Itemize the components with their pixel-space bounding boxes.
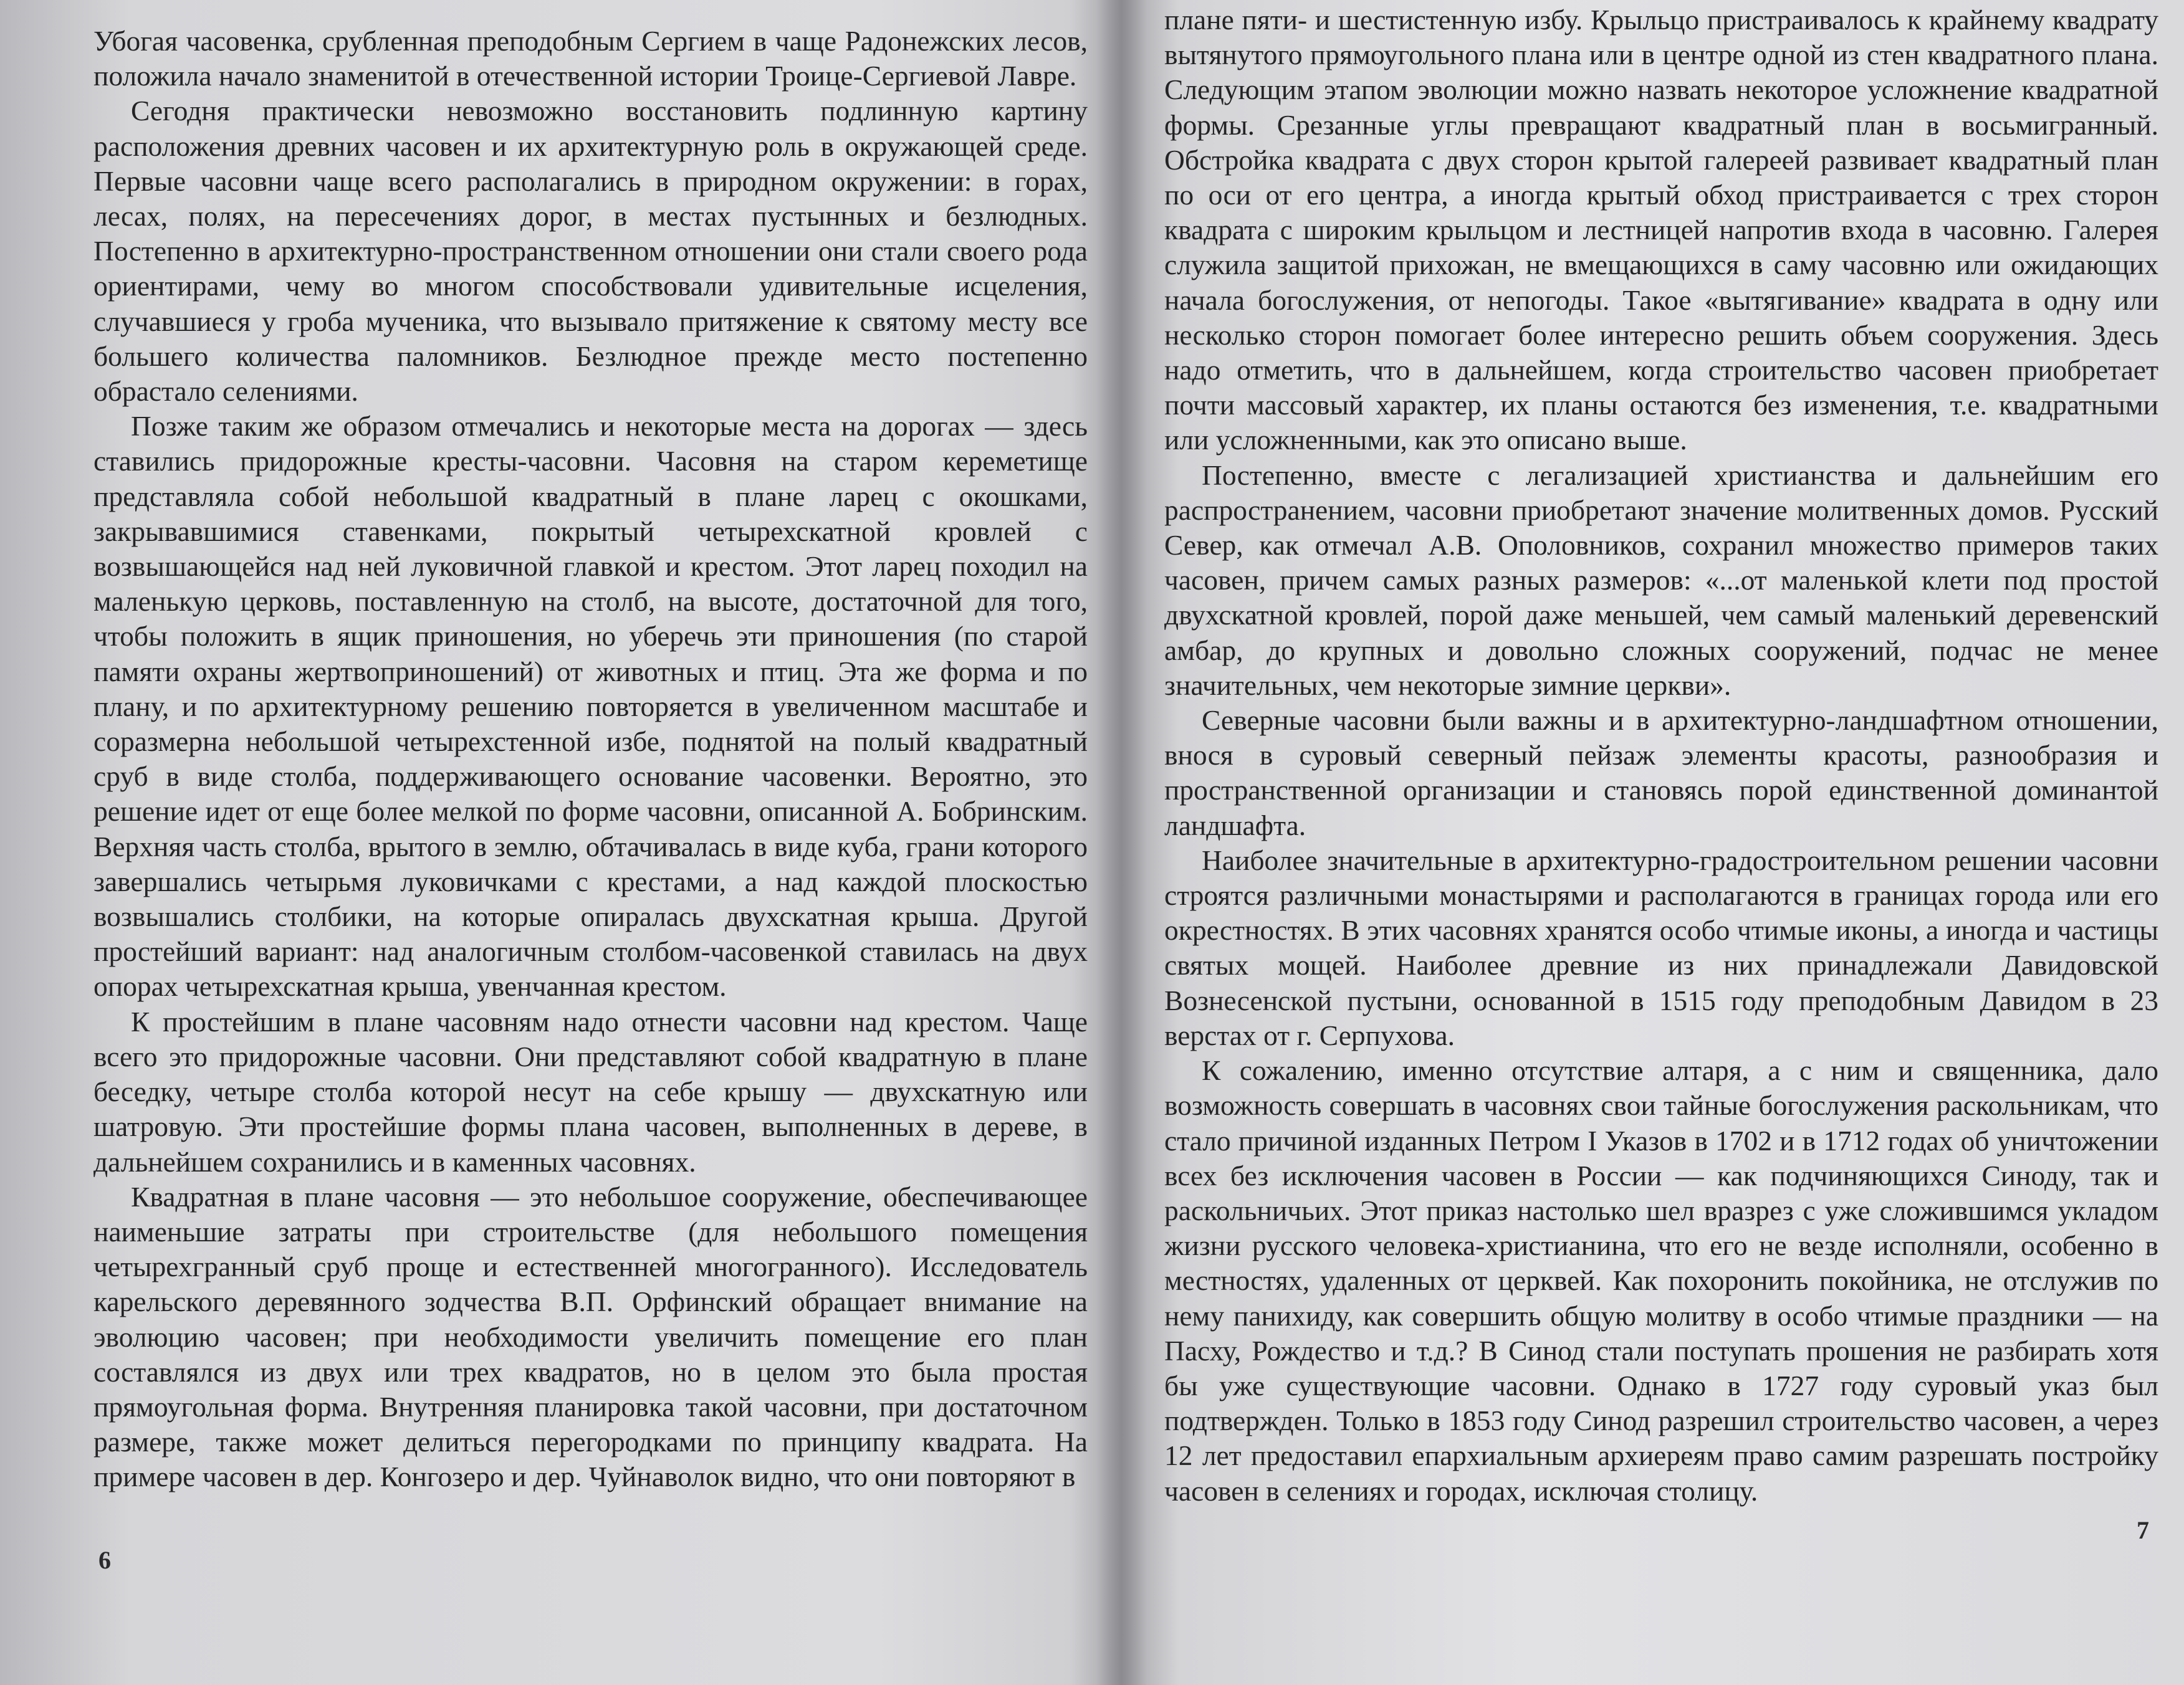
right-page-text [1164,2,2158,1509]
paragraph: К простейшим в плане часовням надо отнести часовни над крестом. Чаще всего это придорожные часовни. Они представляют собой квадратную в плане беседку, четыре столба которой несут на себе крышу — двухскатную или шатровую. Эти простейшие формы плана часовен, выполненных в дереве, в дальнейшем сохранились и в каменных часовнях. [93,1005,1088,1178]
paragraph: Квадратная в плане часовня — это небольшое сооружение, обеспечивающее наименьшие затраты при строительстве (для небольшого помещения четырехгранный сруб проще и естественней многогранного). Исследователь карельского деревянного зодчества В.П. Орфинский обращает внимание на эволюцию часовен; при необходимости увеличить помещение его план составлялся из двух или трех квадратов, но в целом это была простая прямоугольная форма. Внутренняя планировка такой часовни, при достаточном размере, также может делиться перегородками по принципу квадрата. На примере часовен в дер. Конгозеро и дер. Чуйнаволок видно, что они повторяют в [93,1180,1088,1493]
page-number: 7 [2137,1516,2149,1544]
paragraph: Северные часовни были важны и в архитектурно-ландшафтном отношении, внося в суровый северный пейзаж элементы красоты, разнообразия и пространственной организации и становясь порой единственной доминантой ландшафта. [1164,704,2158,841]
paragraph: Убогая часовенка, срубленная преподобным Сергием в чаще Радонежских лесов, положила начало знаменитой в отечественной истории Троице-Сергиевой Лавре. [93,25,1088,92]
paragraph: Сегодня практически невозможно восстановить подлинную картину расположения древних часовен и их архитектурную роль в окружающей среде. Первые часовни чаще всего располагались в природном окружении: в горах, лесах, полях, на пересечениях дорог, в местах пустынных и безлюдных. Постепенно в архитектурно-пространственном отношении они стали своего рода ориентирами, чему во многом способствовали удивительные исцеления, случавшиеся у гроба мученика, что вызывало притяжение к святому месту все большего количества паломников. Безлюдное прежде место постепенно обрастало селениями. [93,95,1088,408]
paragraph: К сожалению, именно отсутствие алтаря, а с ним и священника, дало возможность совершать в часовнях свои тайные богослужения раскольникам, что стало причиной изданных Петром I Указов в 1702 и в 1712 годах об уничтожении всех без исключения часовен в России — как подчиняющихся Синоду, так и раскольничьих. Этот приказ настолько шел вразрез с уже сложившимся укладом жизни русского человека-христианина, что его не везде исполняли, особенно в местностях, удаленных от церквей. Как похоронить покойника, не отслужив по нему панихиду, как совершить общую молитву в особо чтимые праздники — на Пасху, Рождество и т.д.? В Синод стали поступать прошения не разбирать хотя бы уже существующие часовни. Однако в 1727 году суровый указ был подтвержден. Только в 1853 году Синод разрешил строительство часовен, а через 12 лет предоставил епархиальным архиереям право самим разрешать постройку часовен в селениях и городах, исключая столицу. [1164,1054,2158,1507]
page-number: 6 [98,1546,111,1574]
paragraph: Позже таким же образом отмечались и некоторые места на дорогах — здесь ставились придорожные кресты-часовни. Часовня на старом кереметище представляла собой небольшой квадратный в плане ларец с окошками, закрывавшимися ставенками, покрытый четырехскатной кровлей с возвышающейся над ней луковичной главкой и крестом. Этот ларец походил на маленькую церковь, поставленную на столб, на высоте, достаточной для того, чтобы положить в ящик приношения, но уберечь эти приношения (по старой памяти охраны жертвоприношений) от животных и птиц. Эта же форма и по плану, и по архитектурному решению повторяется в увеличенном масштабе и соразмерна небольшой четырехстенной избе, поднятой на полый квадратный сруб в виде столба, поддерживающего основание часовенки. Вероятно, это решение идет от еще более мелкой по форме часовни, описанной А. Бобринским. Верхняя часть столба, врытого в землю, обтачивалась в виде куба, грани которого завершались четырьмя луковичками с крестами, а над каждой плоскостью возвышались столбики, на которые опиралась двухскатная крыша. Другой простейший вариант: над аналогичным столбом-часовенкой ставилась на двух опорах четырехскатная крыша, увенчанная крестом. [93,410,1088,1003]
left-page-text [93,24,1088,1495]
paragraph: Наиболее значительные в архитектурно-градостроительном решении часовни строятся различными монастырями и располагаются в границах города или его окрестностях. В этих часовнях хранятся особо чтимые иконы, а иногда и частицы святых мощей. Наиболее древние из них принадлежали Давидовской Вознесенской пустыни, основанной в 1515 году преподобным Давидом в 23 верстах от г. Серпухова. [1164,844,2158,1051]
paragraph: плане пяти- и шестистенную избу. Крыльцо пристраивалось к крайнему квадрату вытянутого прямоугольного плана или в центре одной из стен квадратного плана. Следующим этапом эволюции можно назвать некоторое усложнение квадратной формы. Срезанные углы превращают квадратный план в восьмигранный. Обстройка квадрата с двух сторон крытой галереей развивает квадратный план по оси от его центра, а иногда крытый обход пристраивается с трех сторон квадрата с широким крыльцом и лестницей напротив входа в часовню. Галерея служила защитой прихожан, не вмещающихся в саму часовню или ожидающих начала богослужения, от непогоды. Такое «вытягивание» квадрата в одну или несколько сторон помогает более интересно решить объем сооружения. Здесь надо отметить, что в дальнейшем, когда строительство часовен приобретает почти массовый характер, их планы остаются без изменения, т.е. квадратными или усложненными, как это описано выше. [1164,4,2158,456]
right-page [1127,0,2184,1685]
paragraph: Постепенно, вместе с легализацией христианства и дальнейшим его распространением, часовни приобретают значение молитвенных домов. Русский Север, как отмечал А.В. Ополовников, сохранил множество примеров таких часовен, причем самых разных размеров: «...от маленькой клети под простой двухскатной кровлей, порой даже меньшей, чем самый маленький деревенский амбар, до крупных и довольно сложных сооружений, подчас не менее значительных, чем некоторые зимние церкви». [1164,459,2158,701]
